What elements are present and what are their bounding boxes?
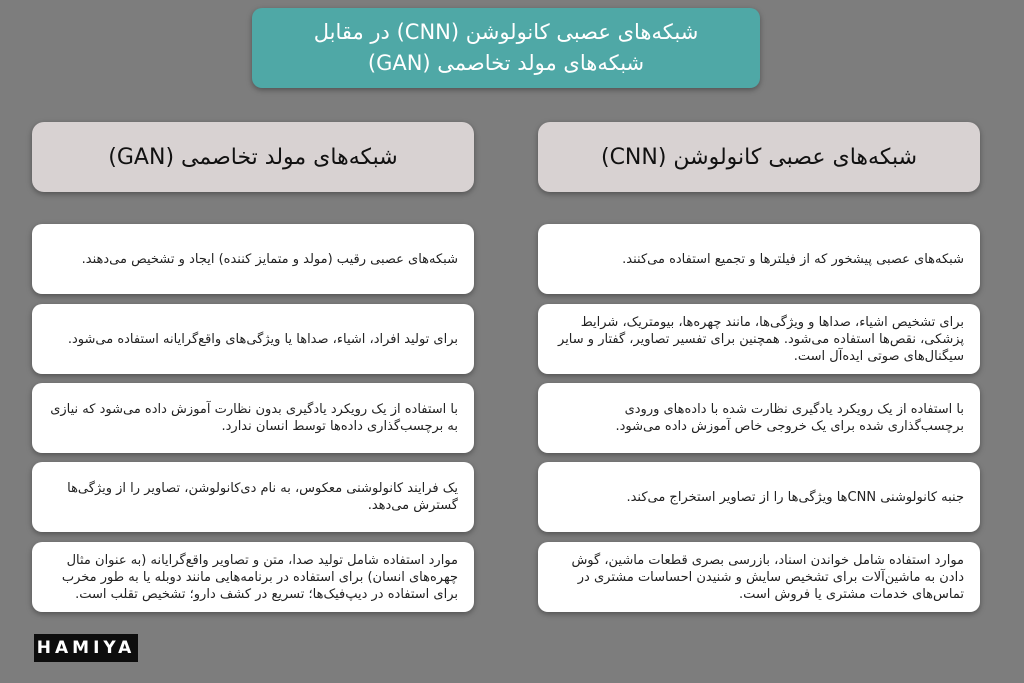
cnn-card-5 [538,542,980,612]
gan-card-5 [32,542,474,612]
cnn-column-header: شبکه‌های عصبی کانولوشن (CNN) [538,122,980,192]
cnn-card-2-text: برای تشخیص اشیاء، صداها و ویژگی‌ها، مانند چهره‌ها، بیومتریک، شرایط پزشکی، نقص‌ها استفاده می‌شود. همچنین برای تفسیر تصاویر، گفتار و سایر سیگنال‌های صوتی ایده‌آل است. [558,314,964,364]
cnn-card-1-text: شبکه‌های عصبی پیشخور که از فیلترها و تجمیع استفاده می‌کنند. [622,251,964,267]
hamiya-logo: HAMIYA [34,634,138,662]
title-line-1: شبکه‌های عصبی کانولوشن (CNN) در مقابل [313,20,699,44]
gan-card-2 [32,304,474,374]
gan-card-4-text: یک فرایند کانولوشنی معکوس، به نام دی‌کانولوشن، تصاویر را از ویژگی‌ها گسترش می‌دهد. [67,481,458,513]
gan-card-5-text: موارد استفاده شامل تولید صدا، متن و تصاویر واقع‌گرایانه (به عنوان مثال چهره‌های انسان) برای استفاده در برنامه‌هایی مانند دوبله یا به طور مخرب برای استفاده در دیپ‌فیک‌ها؛ تسریع در کشف دارو؛ تشخیص تقلب است. [61,552,458,602]
cnn-card-1 [538,224,980,294]
cnn-card-4 [538,462,980,532]
main-title-box [252,8,760,88]
gan-card-4 [32,462,474,532]
gan-card-3 [32,383,474,453]
gan-card-1 [32,224,474,294]
cnn-card-3 [538,383,980,453]
title-line-2: شبکه‌های مولد تخاصمی (GAN) [367,51,645,75]
gan-card-1-text: شبکه‌های عصبی رقیب (مولد و متمایز کننده) ایجاد و تشخیص می‌دهند. [81,251,458,267]
cnn-card-3-text: با استفاده از یک رویکرد یادگیری نظارت شده با داده‌های ورودی برچسب‌گذاری شده برای یک خروجی خاص آموزش داده می‌شود. [615,402,964,434]
cnn-card-5-text: موارد استفاده شامل خواندن اسناد، بازرسی بصری قطعات ماشین، گوش دادن به ماشین‌آلات برای تشخیص سایش و شنیدن احساسات مشتری در تماس‌های خدمات مشتری یا فروش است. [571,552,964,602]
cnn-card-4-text: جنبه کانولوشنی CNNها ویژگی‌ها را از تصاویر استخراج می‌کند. [626,489,964,505]
gan-column-header: شبکه‌های مولد تخاصمی (GAN) [32,122,474,192]
cnn-card-2 [538,304,980,374]
gan-card-3-text: با استفاده از یک رویکرد یادگیری بدون نظارت آموزش داده می‌شود که نیازی به برچسب‌گذاری داده‌ها توسط انسان ندارد. [50,402,458,434]
gan-card-2-text: برای تولید افراد، اشیاء، صداها یا ویژگی‌های واقع‌گرایانه استفاده می‌شود. [67,331,458,347]
